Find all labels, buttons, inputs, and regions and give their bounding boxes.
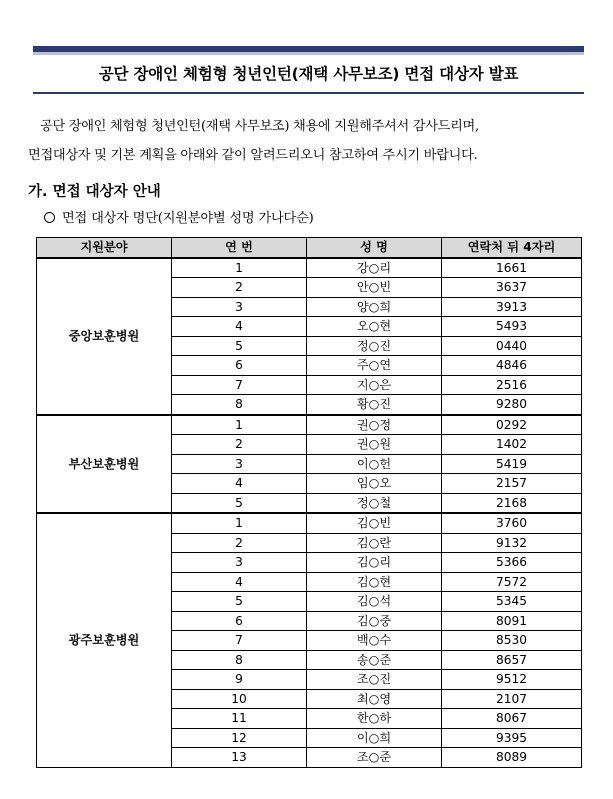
phone-cell: 9280 bbox=[442, 395, 582, 415]
name-cell: 권○원 bbox=[307, 435, 442, 455]
name-cell: 최○영 bbox=[307, 689, 442, 709]
name-cell: 김○중 bbox=[307, 611, 442, 631]
phone-cell: 9512 bbox=[442, 670, 582, 690]
name-cell: 백○수 bbox=[307, 631, 442, 651]
phone-cell: 9395 bbox=[442, 728, 582, 748]
phone-cell: 8530 bbox=[442, 631, 582, 651]
name-cell: 송○준 bbox=[307, 650, 442, 670]
phone-cell: 4846 bbox=[442, 356, 582, 376]
header-region: 지원분야 bbox=[37, 238, 172, 258]
number-cell: 13 bbox=[172, 748, 307, 768]
number-cell: 8 bbox=[172, 650, 307, 670]
phone-cell: 5493 bbox=[442, 317, 582, 337]
phone-cell: 0440 bbox=[442, 336, 582, 356]
name-cell: 김○빈 bbox=[307, 513, 442, 533]
number-cell: 6 bbox=[172, 356, 307, 376]
name-cell: 정○진 bbox=[307, 336, 442, 356]
document-title: 공단 장애인 체험형 청년인턴(재택 사무보조) 면접 대상자 발표 bbox=[98, 65, 519, 83]
phone-cell: 8067 bbox=[442, 709, 582, 729]
phone-cell: 0292 bbox=[442, 415, 582, 435]
phone-cell: 9132 bbox=[442, 533, 582, 553]
number-cell: 1 bbox=[172, 415, 307, 435]
name-cell: 강○리 bbox=[307, 258, 442, 278]
number-cell: 8 bbox=[172, 395, 307, 415]
title-top-bar-accent bbox=[33, 52, 584, 55]
subheading-text: 면접 대상자 명단(지원분야별 성명 가나다순) bbox=[62, 211, 314, 226]
header-number: 연 번 bbox=[172, 238, 307, 258]
circle-bullet-icon bbox=[44, 212, 55, 223]
name-cell: 권○정 bbox=[307, 415, 442, 435]
intro-paragraph bbox=[28, 112, 588, 170]
section-heading: 가. 면접 대상자 안내 bbox=[28, 184, 161, 200]
name-cell: 한○하 bbox=[307, 709, 442, 729]
name-cell: 안○빈 bbox=[307, 278, 442, 298]
region-cell: 광주보훈병원 bbox=[37, 513, 172, 767]
table-row bbox=[37, 513, 582, 533]
number-cell: 3 bbox=[172, 454, 307, 474]
number-cell: 7 bbox=[172, 375, 307, 395]
name-cell: 임○오 bbox=[307, 474, 442, 494]
number-cell: 4 bbox=[172, 317, 307, 337]
phone-cell: 7572 bbox=[442, 572, 582, 592]
table-header-row bbox=[37, 238, 582, 258]
header-phone: 연락처 뒤 4자리 bbox=[442, 238, 582, 258]
number-cell: 1 bbox=[172, 513, 307, 533]
number-cell: 4 bbox=[172, 474, 307, 494]
number-cell: 11 bbox=[172, 709, 307, 729]
number-cell: 3 bbox=[172, 297, 307, 317]
name-cell: 이○헌 bbox=[307, 454, 442, 474]
phone-cell: 8091 bbox=[442, 611, 582, 631]
table-body bbox=[37, 258, 582, 768]
phone-cell: 8089 bbox=[442, 748, 582, 768]
phone-cell: 2107 bbox=[442, 689, 582, 709]
phone-cell: 5419 bbox=[442, 454, 582, 474]
number-cell: 5 bbox=[172, 336, 307, 356]
phone-cell: 2157 bbox=[442, 474, 582, 494]
name-cell: 주○연 bbox=[307, 356, 442, 376]
name-cell: 지○은 bbox=[307, 375, 442, 395]
name-cell: 양○희 bbox=[307, 297, 442, 317]
table-row bbox=[37, 258, 582, 278]
number-cell: 3 bbox=[172, 553, 307, 573]
header-name: 성 명 bbox=[307, 238, 442, 258]
intro-line-2: 면접대상자 및 기본 계획을 아래와 같이 알려드리오니 참고하여 주시기 바랍니다. bbox=[28, 148, 478, 163]
name-cell: 김○현 bbox=[307, 572, 442, 592]
phone-cell: 2516 bbox=[442, 375, 582, 395]
name-cell: 조○진 bbox=[307, 670, 442, 690]
number-cell: 2 bbox=[172, 435, 307, 455]
intro-line-1: 공단 장애인 체험형 청년인턴(재택 사무보조) 채용에 지원해주셔서 감사드리며, bbox=[40, 119, 479, 134]
phone-cell: 1661 bbox=[442, 258, 582, 278]
phone-cell: 2168 bbox=[442, 493, 582, 513]
name-cell: 김○리 bbox=[307, 553, 442, 573]
number-cell: 2 bbox=[172, 533, 307, 553]
phone-cell: 3913 bbox=[442, 297, 582, 317]
number-cell: 12 bbox=[172, 728, 307, 748]
candidate-table bbox=[36, 237, 582, 768]
number-cell: 6 bbox=[172, 611, 307, 631]
title-bottom-rule bbox=[33, 92, 584, 94]
number-cell: 9 bbox=[172, 670, 307, 690]
phone-cell: 1402 bbox=[442, 435, 582, 455]
number-cell: 10 bbox=[172, 689, 307, 709]
number-cell: 7 bbox=[172, 631, 307, 651]
number-cell: 1 bbox=[172, 258, 307, 278]
phone-cell: 8657 bbox=[442, 650, 582, 670]
region-cell: 중앙보훈병원 bbox=[37, 258, 172, 415]
table-row bbox=[37, 415, 582, 435]
name-cell: 오○현 bbox=[307, 317, 442, 337]
phone-cell: 3637 bbox=[442, 278, 582, 298]
subheading bbox=[44, 207, 314, 226]
number-cell: 5 bbox=[172, 592, 307, 612]
number-cell: 5 bbox=[172, 493, 307, 513]
phone-cell: 5345 bbox=[442, 592, 582, 612]
region-cell: 부산보훈병원 bbox=[37, 415, 172, 514]
name-cell: 김○석 bbox=[307, 592, 442, 612]
name-cell: 김○란 bbox=[307, 533, 442, 553]
name-cell: 정○철 bbox=[307, 493, 442, 513]
name-cell: 조○준 bbox=[307, 748, 442, 768]
name-cell: 이○희 bbox=[307, 728, 442, 748]
name-cell: 황○진 bbox=[307, 395, 442, 415]
phone-cell: 5366 bbox=[442, 553, 582, 573]
phone-cell: 3760 bbox=[442, 513, 582, 533]
number-cell: 2 bbox=[172, 278, 307, 298]
number-cell: 4 bbox=[172, 572, 307, 592]
